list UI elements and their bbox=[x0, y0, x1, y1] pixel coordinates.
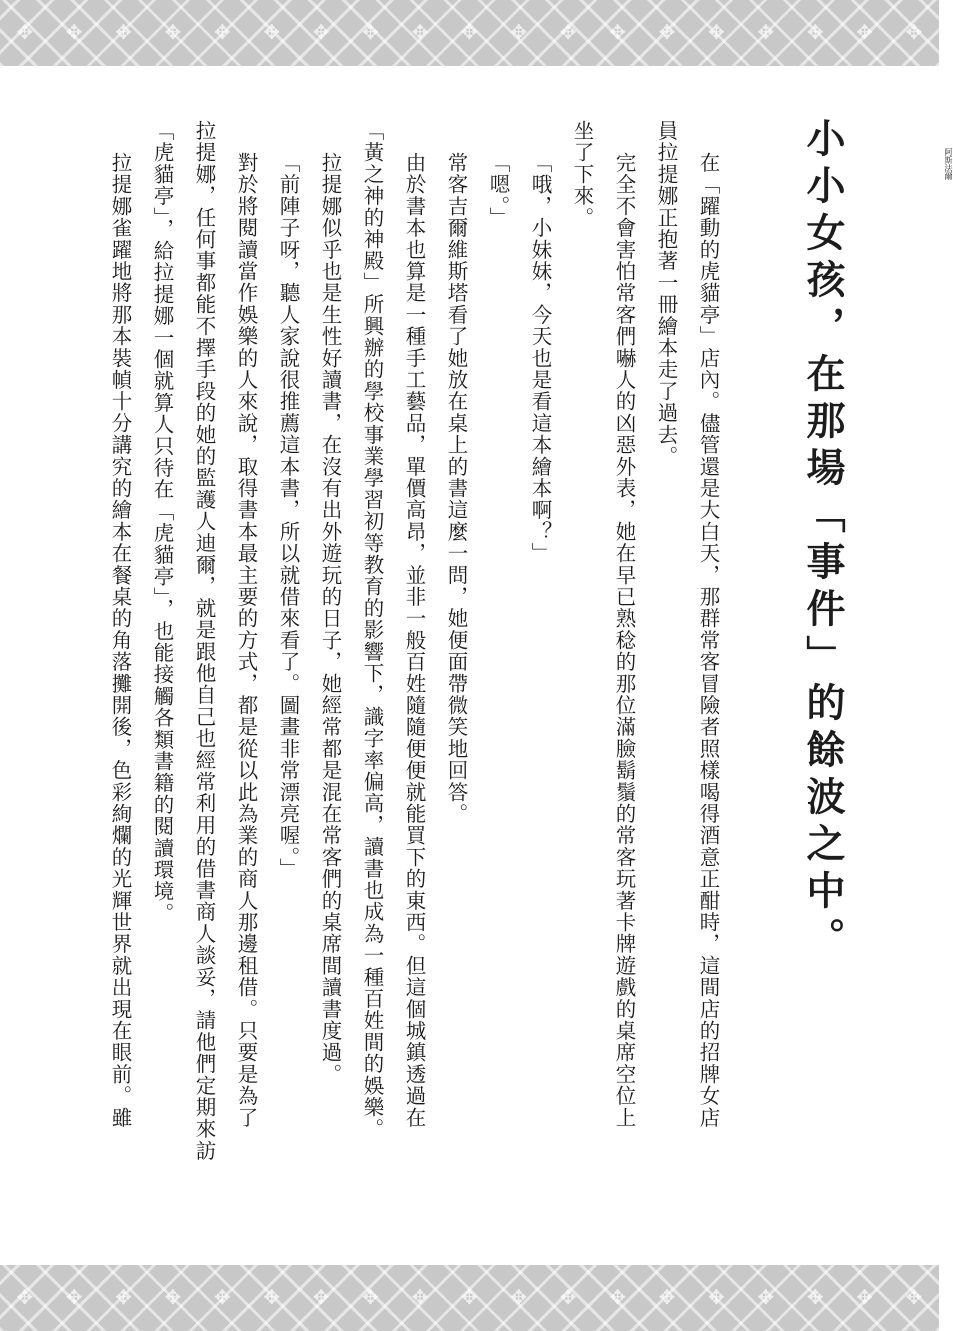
top-pattern-band: ✥ ✥ ✥ ✥ ✥ ✥ ✥ ✥ ✥ ✥ ✥ ✥ ✥ ✥ ✥ ✥ ✥ ✥ ✥ bbox=[0, 0, 939, 66]
text-column: 對於將閱讀當作娛樂的人來說，取得書本最主要的方式，都是從以此為業的商人那邊租借。只要是為了 bbox=[234, 152, 258, 1129]
chapter-title: 小小女孩，在那場「事件」的餘波之中。 bbox=[800, 118, 845, 964]
text-column: 「哦，小妹妹，今天也是看這本繪本啊？」 bbox=[528, 152, 552, 565]
text-column: 坐了下來。 bbox=[570, 120, 594, 229]
text-column: 員拉提娜正抱著一冊繪本走了過去。 bbox=[654, 120, 678, 468]
text-column: 完全不會害怕常客們嚇人的凶惡外表，她在早已熟稔的那位滿臉鬍鬚的常客玩著卡牌遊戲的桌席空位上 bbox=[612, 152, 636, 1129]
text-column: 拉提娜，任何事都能不擇手段的她的監護人迪爾，就是跟他自己也經常利用的借書商人談妥，請他們定期來訪 bbox=[192, 120, 216, 1162]
ruby-annotation: 阿斯法爾 bbox=[944, 148, 953, 180]
text-column: 「虎貓亭」，給拉提娜一個就算人只待在「虎貓亭」，也能接觸各類書籍的閱讀環境。 bbox=[150, 120, 174, 925]
text-column: 拉提娜雀躍地將那本裝幀十分講究的繪本在餐桌的角落攤開後，色彩絢爛的光輝世界就出現在眼前。雖 bbox=[108, 152, 132, 1129]
bottom-pattern-band: ✥ ✥ ✥ ✥ ✥ ✥ ✥ ✥ ✥ ✥ ✥ ✥ ✥ ✥ ✥ ✥ ✥ ✥ ✥ bbox=[0, 1265, 939, 1331]
text-column: 常客吉爾維斯塔看了她放在桌上的書這麼一問，她便面帶微笑地回答。 bbox=[444, 152, 468, 825]
text-column: 在「躍動的虎貓亭」店內。儘管還是大白天，那群常客冒險者照樣喝得酒意正酣時，這間店的招牌女店 bbox=[696, 152, 720, 1129]
text-column: 「前陣子呀，聽人家說很推薦這本書，所以就借來看了。圖畫非常漂亮喔。」 bbox=[276, 152, 300, 880]
text-column: 「黃之神的神殿」所興辦的學校事業學習初等教育的影響下，識字率偏高，讀書也成為一種百姓間的娛樂。 bbox=[360, 120, 384, 1140]
text-column: 「嗯。」 bbox=[486, 152, 510, 229]
text-column: 由於書本也算是一種手工藝品，單價高昂，並非一般百姓隨隨便便就能買下的東西。但這個城鎮透過在 bbox=[402, 152, 426, 1129]
text-column: 拉提娜似乎也是生性好讀書，在沒有出外遊玩的日子，她經常都是混在常客們的桌席間讀書度過。 bbox=[318, 152, 342, 1086]
